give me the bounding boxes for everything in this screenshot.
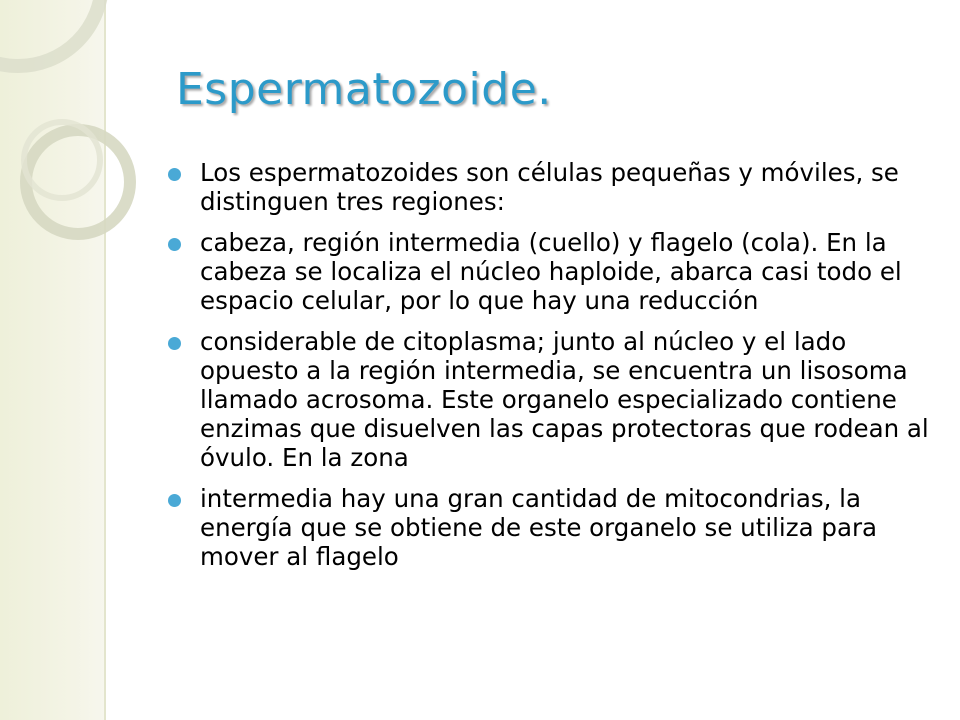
ring-top: [0, 0, 102, 66]
bullet-dot-icon: [168, 494, 181, 507]
bullet-item: [160, 228, 940, 315]
bullet-dot-icon: [168, 238, 181, 251]
bullet-text: Los espermatozoides son células pequeñas y móviles, se distinguen tres regiones:: [200, 158, 899, 216]
decorative-rings-icon: [0, 0, 160, 300]
bullet-text: intermedia hay una gran cantidad de mitocondrias, la energía que se obtiene de este organelo se utiliza para mover al flagelo: [200, 484, 878, 571]
bullet-item: [160, 327, 940, 472]
bullet-item: [160, 484, 940, 571]
bullet-dot-icon: [168, 337, 181, 350]
slide-title: Espermatozoide.: [176, 64, 552, 115]
bullet-item: [160, 158, 940, 216]
bullet-text: considerable de citoplasma; junto al núcleo y el lado opuesto a la región intermedia, se encuentra un lisosoma llamado acrosoma. Este organelo especializado contiene enzimas que disuelven las capas protectoras que rodean al óvulo. En la zona: [200, 327, 929, 472]
bullet-text: cabeza, región intermedia (cuello) y flagelo (cola). En la cabeza se localiza el núcleo haploide, abarca casi todo el espacio celular, por lo que hay una reducción: [200, 228, 902, 315]
ring-middle: [26, 130, 130, 234]
bullet-dot-icon: [168, 168, 181, 181]
bullet-list: [160, 158, 940, 583]
